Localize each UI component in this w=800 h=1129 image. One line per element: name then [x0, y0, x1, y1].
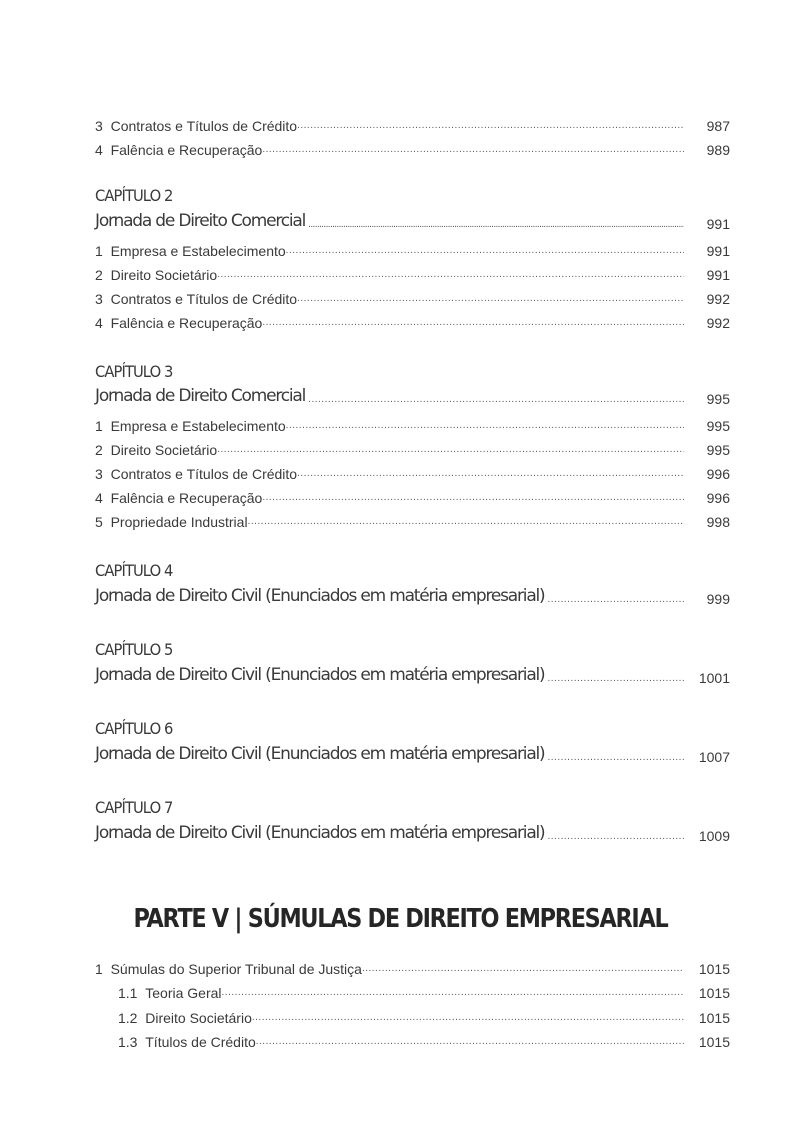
toc-entry-label: Contratos e Títulos de Crédito: [110, 466, 298, 482]
chapter-title: Jornada de Direito Civil (Enunciados em matéria empresarial): [95, 665, 545, 685]
toc-entry-label: Direito Societário: [110, 267, 218, 283]
toc-entry[interactable]: [95, 315, 730, 331]
toc-entry-label: Direito Societário: [145, 1010, 252, 1026]
chapter-heading: CAPÍTULO 2: [95, 186, 173, 205]
toc-entry-label: Falência e Recuperação: [110, 142, 263, 158]
toc-entry-number: 3: [95, 466, 103, 482]
toc-entry-number: 4: [95, 315, 103, 331]
leader-dots: [308, 218, 684, 232]
leader-dots: [256, 1034, 684, 1050]
chapter-heading: CAPÍTULO 3: [95, 362, 173, 381]
toc-entry-page: 996: [706, 490, 730, 506]
leader-dots: [262, 315, 684, 331]
toc-entry-page: 1015: [698, 985, 730, 1001]
chapter-page: 991: [706, 216, 730, 232]
chapter-title-entry[interactable]: [95, 210, 730, 232]
chapter-title-entry[interactable]: [95, 585, 730, 607]
chapter-heading: CAPÍTULO 4: [95, 561, 173, 580]
toc-entry-label: Falência e Recuperação: [110, 490, 263, 506]
toc-entry-number: 3: [95, 118, 103, 134]
leader-dots: [548, 751, 685, 765]
toc-entry[interactable]: [95, 291, 730, 307]
toc-entry-label: Contratos e Títulos de Crédito: [110, 291, 298, 307]
toc-entry[interactable]: [95, 490, 730, 506]
chapter-page: 995: [706, 391, 730, 407]
toc-entry-page: 989: [706, 142, 730, 158]
chapter-heading: CAPÍTULO 5: [95, 640, 173, 659]
leader-dots: [248, 514, 684, 530]
toc-entry-page: 998: [706, 514, 730, 530]
toc-subentry[interactable]: [118, 1010, 730, 1026]
leader-dots: [297, 466, 684, 482]
chapter-title: Jornada de Direito Civil (Enunciados em matéria empresarial): [95, 823, 545, 843]
leader-dots: [286, 418, 684, 434]
toc-entry-number: 4: [95, 142, 103, 158]
toc-entry-number: 5: [95, 514, 103, 530]
toc-entry-page: 987: [706, 118, 730, 134]
toc-entry[interactable]: [95, 267, 730, 283]
chapter-title-entry[interactable]: [95, 664, 730, 686]
toc-entry-label: Títulos de Crédito: [145, 1034, 256, 1050]
leader-dots: [286, 243, 684, 259]
leader-dots: [548, 672, 685, 686]
toc-entry-page: 995: [706, 442, 730, 458]
leader-dots: [217, 442, 684, 458]
toc-entry-number: 1.3: [118, 1034, 138, 1050]
chapter-page: 1007: [698, 749, 730, 765]
toc-entry-label: Direito Societário: [110, 442, 218, 458]
toc-entry-number: 2: [95, 267, 103, 283]
toc-entry-label: Teoria Geral: [145, 985, 222, 1001]
part-title: [0, 904, 800, 934]
leader-dots: [308, 393, 684, 407]
toc-subentry[interactable]: [118, 1034, 730, 1050]
leader-dots: [262, 142, 684, 158]
toc-entry[interactable]: [95, 118, 730, 134]
toc-entry-page: 991: [706, 243, 730, 259]
chapter-title: Jornada de Direito Civil (Enunciados em matéria empresarial): [95, 744, 545, 764]
chapter-page: 1001: [698, 670, 730, 686]
chapter-title: Jornada de Direito Civil (Enunciados em matéria empresarial): [95, 586, 545, 606]
leader-dots: [362, 961, 684, 977]
toc-entry-page: 1015: [698, 1010, 730, 1026]
toc-entry-label: Súmulas do Superior Tribunal de Justiça: [110, 961, 362, 977]
chapter-title-entry[interactable]: [95, 385, 730, 407]
toc-entry[interactable]: [95, 142, 730, 158]
toc-entry-label: Contratos e Títulos de Crédito: [110, 118, 298, 134]
toc-entry-number: 1: [95, 961, 103, 977]
chapter-title: Jornada de Direito Comercial: [95, 211, 306, 231]
chapter-heading: CAPÍTULO 6: [95, 719, 173, 738]
leader-dots: [222, 985, 684, 1001]
leader-dots: [297, 118, 684, 134]
toc-entry-label: Empresa e Estabelecimento: [110, 243, 286, 259]
toc-entry-number: 2: [95, 442, 103, 458]
chapter-page: 1009: [698, 828, 730, 844]
toc-entry[interactable]: [95, 961, 730, 977]
toc-entry[interactable]: [95, 466, 730, 482]
chapter-heading: CAPÍTULO 7: [95, 798, 173, 817]
toc-entry-number: 1.1: [118, 985, 138, 1001]
toc-subentry[interactable]: [118, 985, 730, 1001]
toc-entry-page: 995: [706, 418, 730, 434]
leader-dots: [262, 490, 684, 506]
toc-entry[interactable]: [95, 442, 730, 458]
toc-entry-page: 991: [706, 267, 730, 283]
leader-dots: [548, 593, 685, 607]
chapter-title: Jornada de Direito Comercial: [95, 386, 306, 406]
toc-entry-number: 4: [95, 490, 103, 506]
chapter-title-entry[interactable]: [95, 743, 730, 765]
toc-entry-label: Propriedade Industrial: [110, 514, 248, 530]
toc-entry[interactable]: [95, 514, 730, 530]
leader-dots: [548, 830, 685, 844]
toc-entry-number: 1: [95, 243, 103, 259]
toc-entry-page: 992: [706, 291, 730, 307]
toc-entry-number: 1: [95, 418, 103, 434]
toc-entry-page: 1015: [698, 1034, 730, 1050]
leader-dots: [252, 1010, 684, 1026]
part-title-text: PARTE V | SÚMULAS DE DIREITO EMPRESARIAL: [133, 904, 667, 934]
toc-entry-page: 992: [706, 315, 730, 331]
toc-entry[interactable]: [95, 243, 730, 259]
toc-entry-label: Empresa e Estabelecimento: [110, 418, 286, 434]
toc-entry[interactable]: [95, 418, 730, 434]
toc-entry-page: 1015: [698, 961, 730, 977]
toc-entry-number: 3: [95, 291, 103, 307]
toc-entry-number: 1.2: [118, 1010, 138, 1026]
toc-entry-page: 996: [706, 466, 730, 482]
toc-entry-label: Falência e Recuperação: [110, 315, 263, 331]
leader-dots: [217, 267, 684, 283]
chapter-title-entry[interactable]: [95, 822, 730, 844]
leader-dots: [297, 291, 684, 307]
chapter-page: 999: [706, 591, 730, 607]
